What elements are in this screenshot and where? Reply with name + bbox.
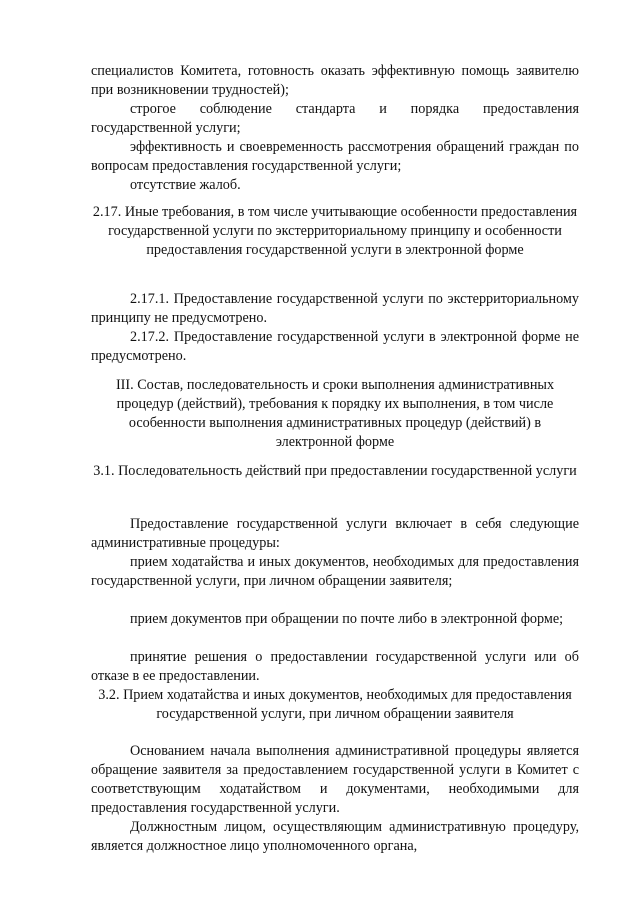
heading-2-17: 2.17. Иные требования, в том числе учитывающие особенности предоставления государственной услуги по экстерриториальному принципу и особенности предоставления государственной услуги в электронной форме [92, 204, 578, 258]
heading-3-1: 3.1. Последовательность действий при предоставлении государственной услуги [93, 463, 577, 479]
paragraph-procedure-decision: принятие решения о предоставлении государственной услуги или об отказе в ее предоставлении. [91, 649, 579, 684]
paragraph-2-17-2: 2.17.2. Предоставление государственной услуги в электронной форме не предусмотрено. [91, 329, 579, 364]
paragraph-procedures-intro: Предоставление государственной услуги включает в себя следующие административные процедуры: [91, 516, 579, 551]
paragraph-procedure-personal: прием ходатайства и иных документов, необходимых для предоставления государственной услуги, при личном обращении заявителя; [91, 554, 579, 589]
paragraph-timeliness: эффективность и своевременность рассмотрения обращений граждан по вопросам предоставления государственной услуги; [91, 139, 579, 174]
paragraph-standard-compliance: строгое соблюдение стандарта и порядка предоставления государственной услуги; [91, 101, 579, 136]
paragraph-grounds: Основанием начала выполнения административной процедуры является обращение заявителя за предоставлением государственной услуги в Комитет с соответствующим ходатайством и документами, необходимыми для предоставления государственной услуги. [91, 743, 579, 816]
heading-3-2: 3.2. Прием ходатайства и иных документов, необходимых для предоставления государственной услуги, при личном обращении заявителя [98, 687, 572, 722]
heading-section-iii: III. Состав, последовательность и сроки выполнения административных процедур (действий), требования к порядку их выполнения, в том числе особенности выполнения административных процедур (действий) в электронной форме [115, 377, 555, 450]
paragraph-specialists-readiness: специалистов Комитета, готовность оказать эффективную помощь заявителю при возникновении трудностей); [91, 63, 579, 98]
paragraph-no-complaints: отсутствие жалоб. [130, 177, 241, 193]
paragraph-responsible-official: Должностным лицом, осуществляющим административную процедуру, является должностное лицо уполномоченного органа, [91, 819, 579, 854]
paragraph-2-17-1: 2.17.1. Предоставление государственной услуги по экстерриториальному принципу не предусмотрено. [91, 291, 579, 326]
paragraph-procedure-mail: прием документов при обращении по почте либо в электронной форме; [130, 611, 564, 627]
